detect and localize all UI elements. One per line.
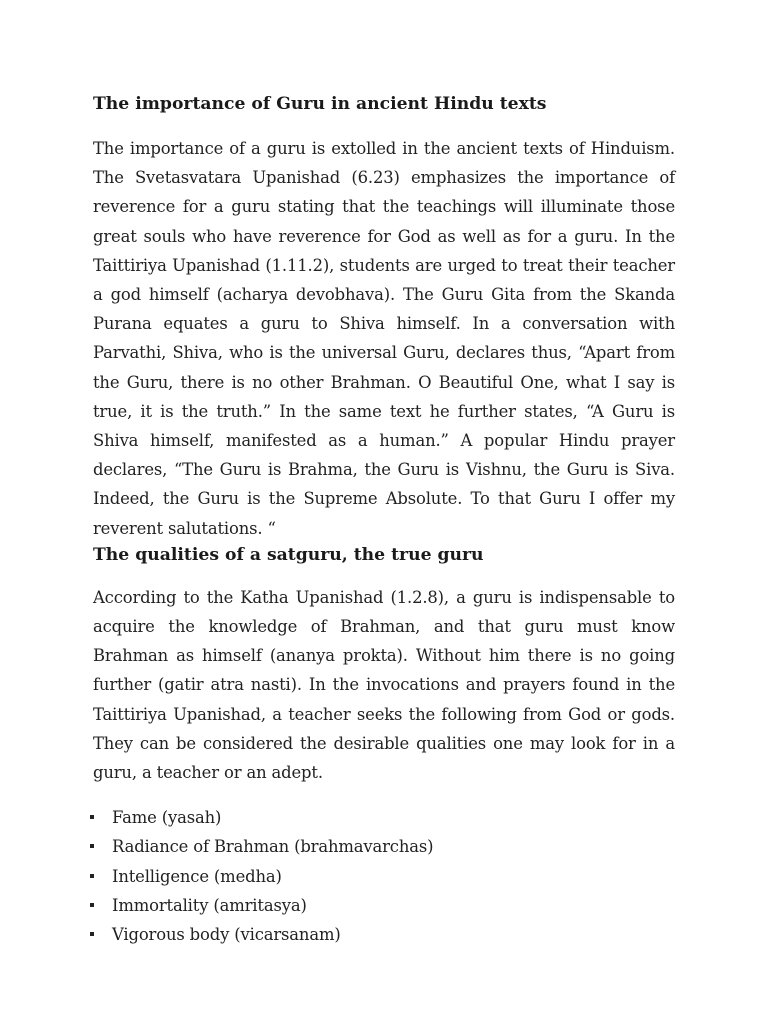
section-heading-satguru-qualities: The qualities of a satguru, the true guru <box>93 544 484 565</box>
qualities-list <box>93 803 675 949</box>
bullet-icon <box>90 874 94 878</box>
bullet-icon <box>90 932 94 936</box>
section-heading-guru-importance: The importance of Guru in ancient Hindu texts <box>93 94 547 114</box>
list-item <box>93 891 675 920</box>
list-item-text: Radiance of Brahman (brahmavarchas) <box>112 837 434 857</box>
list-item <box>93 862 675 891</box>
list-item-text: Intelligence (medha) <box>112 866 282 886</box>
list-item-text: Fame (yasah) <box>112 808 222 828</box>
list-item-text: Vigorous body (vicarsanam) <box>112 925 341 945</box>
bullet-icon <box>90 903 94 907</box>
list-item <box>93 832 675 861</box>
bullet-icon <box>90 844 94 848</box>
paragraph-satguru-qualities: According to the Katha Upanishad (1.2.8), a guru is indispensable to acquire the knowledge of Brahman, and that guru must know Brahman as himself (ananya prokta). Without him there is no going further (gatir atra nasti). In the invocations and prayers found in the Taittiriya Upanishad, a teacher seeks the following from God or gods. They can be considered the desirable qualities one may look for in a guru, a teacher or an adept. <box>93 587 675 783</box>
document-page <box>93 90 675 949</box>
list-item-text: Immortality (amritasya) <box>112 895 307 915</box>
list-item <box>93 803 675 832</box>
paragraph-guru-importance: The importance of a guru is extolled in the ancient texts of Hinduism. The Svetasvatara Upanishad (6.23) emphasizes the importance of reverence for a guru stating that the teachings will illuminate those great souls who have reverence for God as well as for a guru. In the Taittiriya Upanishad (1.11.2), students are urged to treat their teacher a god himself (acharya devobhava). The Guru Gita from the Skanda Purana equates a guru to Shiva himself. In a conversation with Parvathi, Shiva, who is the universal Guru, declares thus, “Apart from the Guru, there is no other Brahman. O Beautiful One, what I say is true, it is the truth.” In the same text he further states, “A Guru is Shiva himself, manifested as a human.” A popular Hindu prayer declares, “The Guru is Brahma, the Guru is Vishnu, the Guru is Siva. Indeed, the Guru is the Supreme Absolute. To that Guru I offer my reverent salutations. “ <box>93 139 675 538</box>
list-item <box>93 920 675 949</box>
bullet-icon <box>90 815 94 819</box>
